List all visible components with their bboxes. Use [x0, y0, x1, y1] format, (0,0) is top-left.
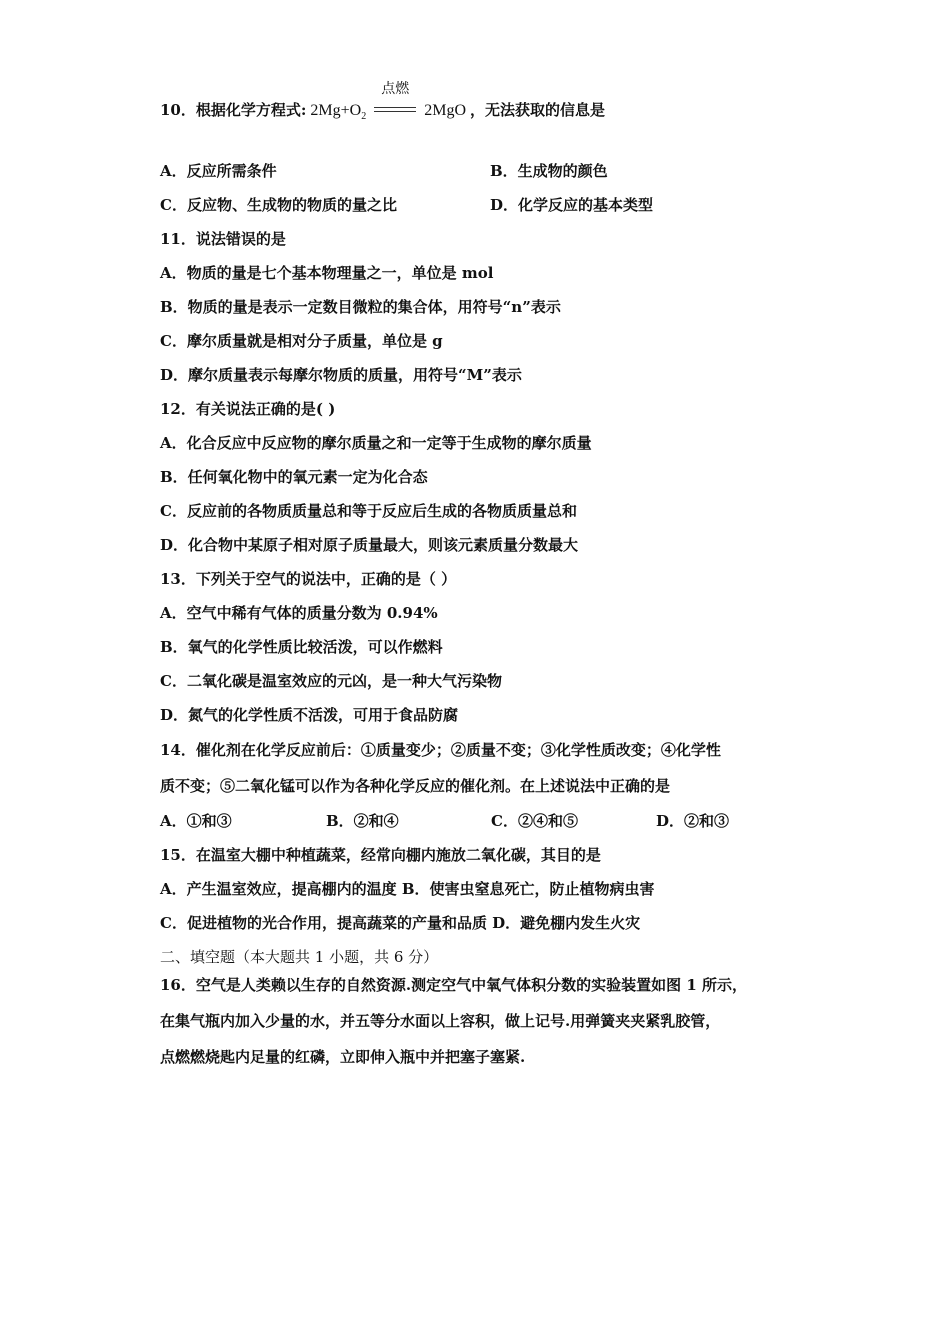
- q16-line1: 16．空气是人类赖以生存的自然资源.测定空气中氧气体积分数的实验装置如图 1 所示，: [160, 976, 747, 994]
- q16-line2: 在集气瓶内加入少量的水，并五等分水面以上容积，做上记号.用弹簧夹夹紧乳胶管，: [160, 1012, 721, 1030]
- equation-left: $2Mg+O_2$: [310, 102, 367, 123]
- q12-option-a: A．化合反应中反应物的摩尔质量之和一定等于生成物的摩尔质量: [160, 434, 592, 452]
- q12-stem: 12．有关说法正确的是( ): [160, 400, 336, 418]
- reaction-condition: 点燃: [381, 81, 410, 97]
- q10-suffix: ，无法获取的信息是: [470, 101, 606, 119]
- q13-option-c: C．二氧化碳是温室效应的元凶，是一种大气污染物: [160, 672, 502, 690]
- q13-stem: 13．下列关于空气的说法中，正确的是（ ）: [160, 570, 457, 588]
- q10-prefix: 10．根据化学方程式:: [160, 101, 307, 119]
- q12-option-b: B．任何氧化物中的氧元素一定为化合态: [160, 468, 428, 486]
- q10-option-b: B．生成物的颜色: [490, 162, 608, 180]
- q10-stem: [160, 81, 606, 127]
- q15-options-cd: C．促进植物的光合作用，提高蔬菜的产量和品质 D．避免棚内发生火灾: [160, 914, 641, 932]
- q14-option-b: B．②和④: [326, 812, 399, 830]
- q14-stem-line1: 14．催化剂在化学反应前后：①质量变少；②质量不变；③化学性质改变；④化学性: [160, 741, 721, 759]
- q11-option-b: B．物质的量是表示一定数目微粒的集合体，用符号“n”表示: [160, 298, 561, 316]
- q16-line3: 点燃燃烧匙内足量的红磷，立即伸入瓶中并把塞子塞紧.: [160, 1048, 526, 1066]
- q11-option-d: D．摩尔质量表示每摩尔物质的质量，用符号“M”表示: [160, 366, 522, 384]
- q13-option-b: B．氧气的化学性质比较活泼，可以作燃料: [160, 638, 443, 656]
- q11-option-c: C．摩尔质量就是相对分子质量，单位是 g: [160, 332, 443, 350]
- q11-option-a: A．物质的量是七个基本物理量之一，单位是 mol: [160, 264, 494, 282]
- q14-option-d: D．②和③: [656, 812, 730, 830]
- q10-option-c: C．反应物、生成物的物质的量之比: [160, 196, 397, 214]
- q12-option-d: D．化合物中某原子相对原子质量最大，则该元素质量分数最大: [160, 536, 579, 554]
- q13-option-a: A．空气中稀有气体的质量分数为 0.94%: [160, 604, 438, 622]
- q11-stem: 11．说法错误的是: [160, 230, 286, 248]
- q13-option-d: D．氮气的化学性质不活泼，可用于食品防腐: [160, 706, 459, 724]
- q15-options-ab: A．产生温室效应，提高棚内的温度 B．使害虫窒息死亡，防止植物病虫害: [160, 880, 655, 898]
- q15-stem: 15．在温室大棚中种植蔬菜，经常向棚内施放二氧化碳，其目的是: [160, 846, 601, 864]
- equation-right: 2MgO: [424, 102, 467, 119]
- q14-stem-line2: 质不变；⑤二氧化锰可以作为各种化学反应的催化剂。在上述说法中正确的是: [160, 777, 671, 795]
- q10-option-a: A．反应所需条件: [160, 162, 277, 180]
- q14-option-a: A．①和③: [160, 812, 232, 830]
- q10-option-d: D．化学反应的基本类型: [490, 196, 654, 214]
- double-line: [374, 107, 416, 112]
- reaction-arrow: [372, 81, 418, 121]
- q14-option-c: C．②④和⑤: [491, 812, 578, 830]
- section-heading: 二、填空题（本大题共 1 小题，共 6 分）: [160, 948, 439, 966]
- q12-option-c: C．反应前的各物质质量总和等于反应后生成的各物质质量总和: [160, 502, 577, 520]
